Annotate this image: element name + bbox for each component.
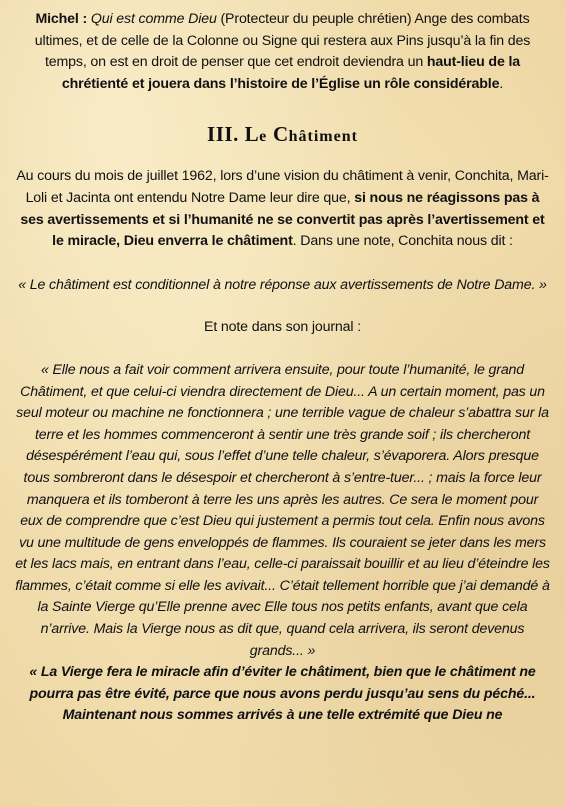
para1-text-1: Au cours du mois de juillet 1962, lors d’une vision du châtiment à venir, Conchita, Mari-Loli et Jacinta ont entendu Notre Dame leur dire que, <box>16 168 549 206</box>
section-title2-initial: C <box>272 122 289 147</box>
intro-name-meaning: Qui est comme Dieu <box>90 11 217 27</box>
quote-journal <box>14 360 551 727</box>
section-number: III. <box>207 122 239 147</box>
quote-chatiment-conditionnel: « Le châtiment est conditionnel à notre réponse aux avertissements de Notre Dame. » <box>18 276 547 293</box>
paragraph-journal: Et note dans son journal : <box>204 319 361 336</box>
paragraph-vision <box>14 166 551 252</box>
para1-bold-1: si nous ne réagissons pas à ses avertissements et si l’humanité ne se convertit pas après l’avertissement et le miracle, Dieu enverra le châtiment <box>20 189 545 250</box>
intro-bold-1: haut-lieu de la chrétienté et jouera dans l’histoire de l’Église un rôle considérable <box>61 54 521 92</box>
section-title2-rest: hâtiment <box>288 128 358 146</box>
intro-name: Michel : <box>35 11 88 27</box>
intro-text-2: . <box>499 75 504 92</box>
para1-text-2: . Dans une note, Conchita nous dit : <box>292 233 513 250</box>
section-title-rest: e <box>259 128 268 146</box>
section-heading <box>14 121 551 150</box>
section-title-initial: L <box>244 122 260 147</box>
intro-text-1: (Protecteur du peuple chrétien) Ange des combats ultimes, et de celle de la Colonne ou Signe qui restera aux Pins jusqu’à la fin des temps, on est en droit de penser que cet endroit deviendra un <box>34 11 531 71</box>
quote2-italic: « Elle nous a fait voir comment arrivera ensuite, pour toute l’humanité, le grand Châtiment, et que celui-ci viendra directement de Dieu... A un certain moment, pas un seul moteur ou machine ne fonctionnera ; une terrible vague de chaleur s’abattra sur la terre et les hommes commenceront à sentir une très grande soif ; ils chercheront désespérément l’eau qui, sous l’effet d’une telle chaleur, s’évaporera. Alors presque tous sombreront dans le désespoir et chercheront à s’entre-tuer... ; mais la force leur manquera et ils tomberont à terre les uns après les autres. Ce sera le moment pour eux de comprendre que c’est Dieu qui justement a permis tout cela. Enfin nous avons vu une multitude de gens enveloppés de flammes. Ils couraient se jeter dans les mers et les lacs mais, en entrant dans l’eau, celle-ci paraissait bouillir et au lieu d’éteindre les flammes, c’était comme si elle les avivait... C’était tellement horrible que j’ai demandé à la Sainte Vierge qu’Elle prenne avec Elle tous nos petits enfants, avant que cela n’arrive. Mais la Vierge nous as dit que, quand cela arrivera, ils seront devenus grands... » <box>15 361 550 659</box>
quote2-bold-italic: « La Vierge fera le miracle afin d’éviter le châtiment, bien que le châtiment ne pourra pas être évité, parce que nous avons perdu jusqu’au sens du péché... Maintenant nous sommes arrivés à une telle extrémité que Dieu ne <box>29 664 536 724</box>
intro-paragraph <box>14 0 551 95</box>
